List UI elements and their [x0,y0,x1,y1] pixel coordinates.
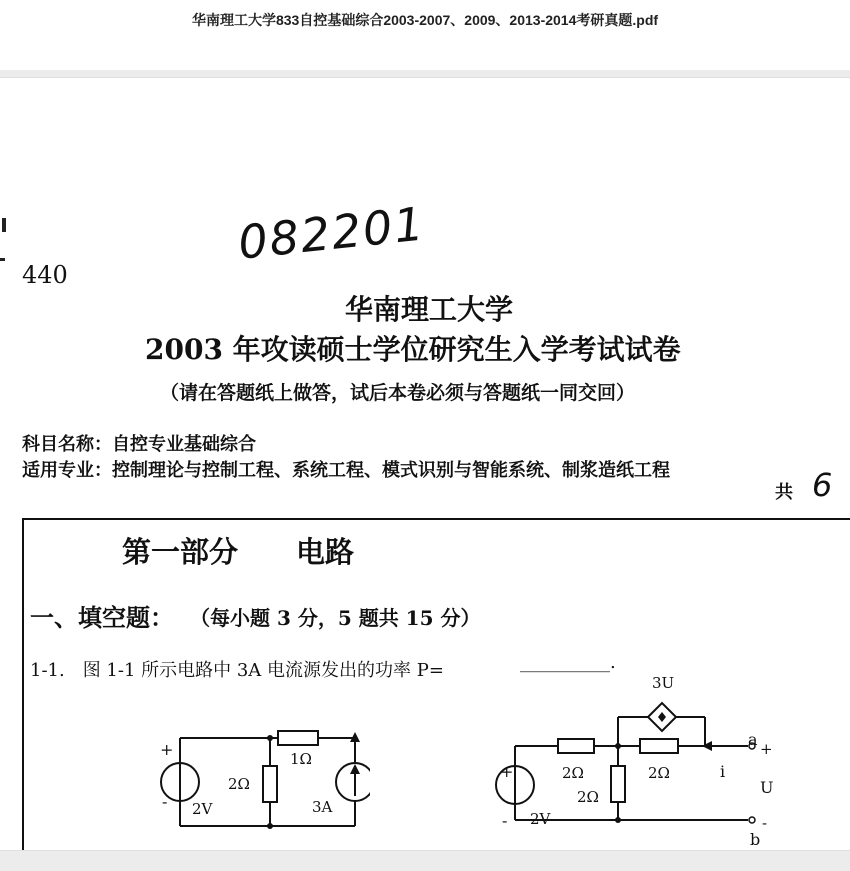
right-dep-source-label: 3U [652,674,675,692]
right-node-b: b [750,830,761,849]
left-plus-label: + [160,740,174,759]
right-port-voltage: U [760,778,774,797]
subject-line: 科目名称：自控专业基础综合 [22,434,256,455]
scan-edge-mark [0,258,5,261]
scan-edge-mark [2,218,6,232]
document-title: 华南理工大学833自控基础综合2003-2007、2009、2013-2014考研真题.pdf [191,12,659,28]
section-note: （每小题 3 分，5 题共 15 分） [190,606,481,630]
part-title: 第一部分 电路 [122,535,355,569]
pages-total-number: 6 [812,466,833,504]
majors-line: 适用专业：控制理论与控制工程、系统工程、模式识别与智能系统、制浆造纸工程 [22,460,670,481]
left-r-series: 1Ω [290,750,312,768]
page-separator-bottom [0,850,850,871]
viewer-header [0,0,850,70]
right-minus-label: - [502,811,508,830]
right-source-voltage: 2V [530,810,551,828]
section-title: 一、填空题： [30,603,174,632]
question-blank: __________. [520,652,616,673]
university-name: 华南理工大学 [345,293,514,326]
scan-page-number: 440 [22,261,68,289]
left-minus-label: - [162,792,168,811]
left-r-parallel: 2Ω [228,775,250,793]
page-separator-top [0,70,850,78]
right-port-minus: - [762,814,768,832]
right-port-plus: + [760,740,773,758]
pages-total-prefix: 共 [775,482,793,503]
question-1-1: 1-1. 图 1-1 所示电路中 3A 电流源发出的功率 P= [30,660,444,681]
left-current-source: 3A [312,798,333,816]
handwritten-code: 082201 [235,196,428,270]
right-r-left: 2Ω [562,764,584,782]
right-node-a: a [748,730,758,749]
circuit-left-diagram [150,718,370,850]
instruction-text: （请在答题纸上做答，试后本卷必须与答题纸一同交回） [160,382,636,404]
right-plus-label: + [500,762,514,781]
right-r-mid: 2Ω [648,764,670,782]
pdf-page[interactable] [0,78,850,850]
left-source-voltage: 2V [192,800,213,818]
right-r-down: 2Ω [577,788,599,806]
exam-title: 2003 年攻读硕士学位研究生入学考试试卷 [145,333,681,366]
right-current-label: i [720,762,726,781]
